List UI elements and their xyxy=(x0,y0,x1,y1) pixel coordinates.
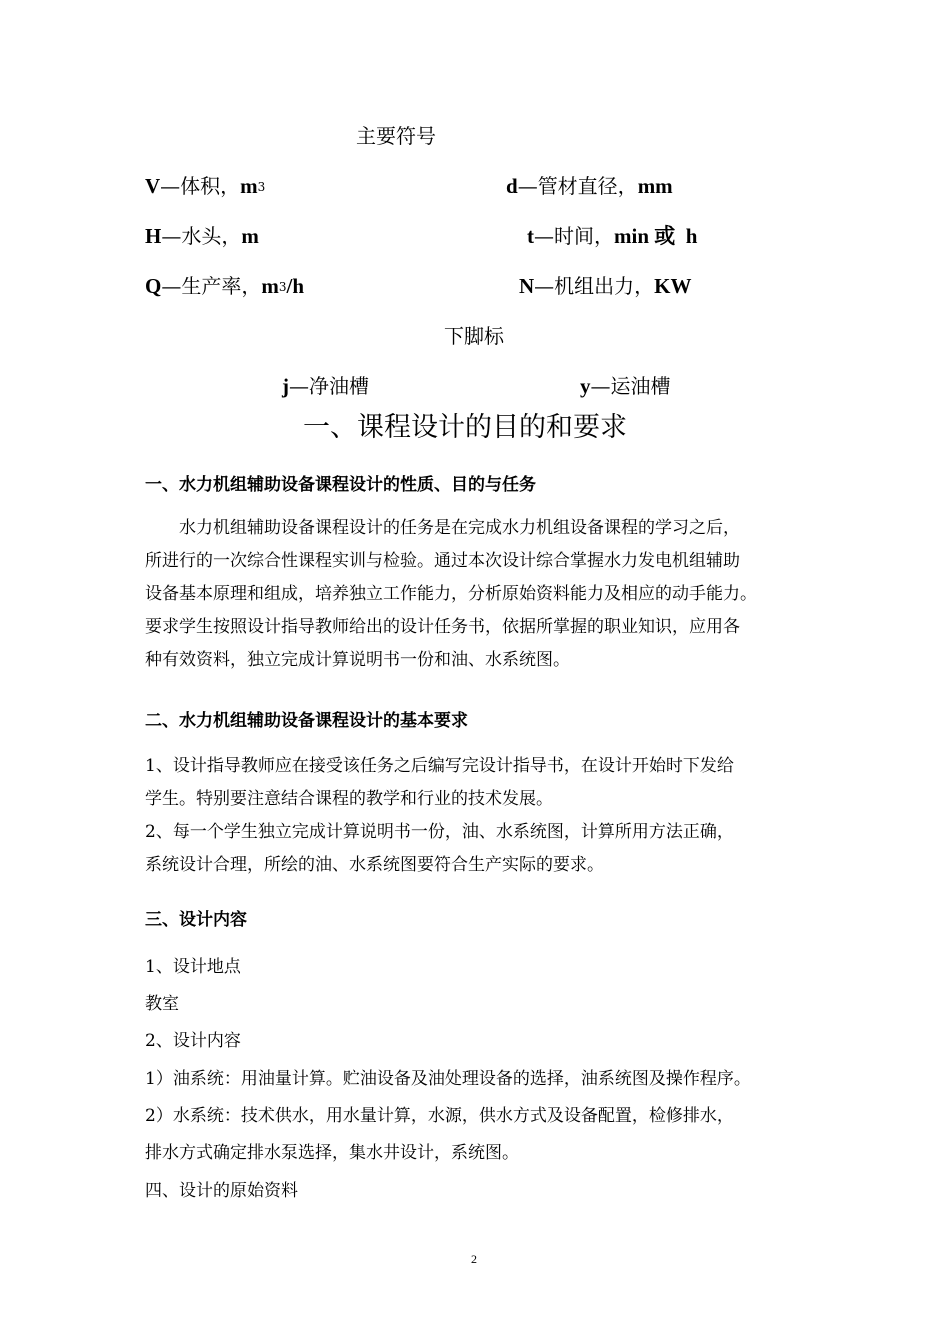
symbol-letter: Q xyxy=(145,274,162,298)
design-location-label: 1、设计地点 xyxy=(145,957,241,977)
oil-system-line: 1）油系统：用油量计算。贮油设备及油处理设备的选择，油系统图及操作程序。 xyxy=(145,1069,751,1089)
symbol-unit: min xyxy=(614,224,650,248)
paragraph-line: 设备基本原理和组成，培养独立工作能力，分析原始资料能力及相应的动手能力。 xyxy=(145,584,757,604)
design-content-label: 2、设计内容 xyxy=(145,1031,241,1051)
symbol-letter: t xyxy=(527,224,534,248)
symbol-letter: V xyxy=(145,174,161,198)
symbol-desc: —生产率， xyxy=(161,274,262,298)
symbol-unit: m xyxy=(241,224,259,248)
paragraph-line: 系统设计合理，所绘的油、水系统图要符合生产实际的要求。 xyxy=(145,855,604,875)
symbol-unit: m xyxy=(261,274,279,298)
paragraph-line: 种有效资料，独立完成计算说明书一份和油、水系统图。 xyxy=(145,650,570,670)
symbol-head xyxy=(145,222,259,250)
symbol-unit-extra: 或 h xyxy=(649,224,698,248)
subscript-letter: y xyxy=(580,374,591,398)
symbol-desc: —机组出力， xyxy=(534,274,655,298)
symbol-diameter xyxy=(506,172,673,200)
symbol-volume xyxy=(145,172,265,201)
symbol-time xyxy=(527,222,697,250)
water-system-line-cont: 排水方式确定排水泵选择，集水井设计，系统图。 xyxy=(145,1143,519,1163)
symbol-desc: —管材直径， xyxy=(517,174,638,198)
symbols-title: 主要符号 xyxy=(356,124,436,148)
symbol-unit: m xyxy=(240,174,258,198)
paragraph-line: 要求学生按照设计指导教师给出的设计任务书，依据所掌握的职业知识，应用各 xyxy=(145,617,740,637)
paragraph-line: 学生。特别要注意结合课程的教学和行业的技术发展。 xyxy=(145,789,553,809)
symbol-letter: d xyxy=(506,174,518,198)
subscript-letter: j xyxy=(282,374,289,398)
subscript-desc: —净油槽 xyxy=(289,374,369,398)
symbol-desc: —水头， xyxy=(161,224,242,248)
chapter-title: 一、课程设计的目的和要求 xyxy=(303,412,627,443)
symbol-letter: N xyxy=(519,274,535,298)
subscript-clean-oil-tank xyxy=(282,372,369,400)
symbol-unit-extra: /h xyxy=(286,274,304,298)
paragraph-line: 所进行的一次综合性课程实训与检验。通过本次设计综合掌握水力发电机组辅助 xyxy=(145,551,740,571)
original-data-heading: 四、设计的原始资料 xyxy=(145,1181,298,1201)
subscript-transport-oil-tank xyxy=(580,372,671,400)
symbol-unit: KW xyxy=(654,274,692,298)
page-number: 2 xyxy=(471,1252,477,1266)
paragraph-line: 水力机组辅助设备课程设计的任务是在完成水力机组设备课程的学习之后， xyxy=(179,518,740,538)
symbol-unit-sup: 3 xyxy=(278,280,287,294)
symbol-unit-sup: 3 xyxy=(257,180,266,194)
symbol-output xyxy=(519,272,692,300)
section1-heading: 一、水力机组辅助设备课程设计的性质、目的与任务 xyxy=(145,475,536,495)
paragraph-line: 1、设计指导教师应在接受该任务之后编写完设计指导书，在设计开始时下发给 xyxy=(145,756,734,776)
symbol-desc: —时间， xyxy=(534,224,614,248)
symbol-unit: mm xyxy=(637,174,673,198)
section3-heading: 三、设计内容 xyxy=(145,910,247,930)
symbol-letter: H xyxy=(145,224,162,248)
water-system-line: 2）水系统：技术供水，用水量计算，水源，供水方式及设备配置，检修排水， xyxy=(145,1106,734,1126)
symbol-productivity xyxy=(145,272,304,301)
section2-body xyxy=(145,750,815,882)
subscript-title: 下脚标 xyxy=(444,324,504,348)
symbol-desc: —体积， xyxy=(160,174,241,198)
paragraph-line: 2、每一个学生独立完成计算说明书一份，油、水系统图，计算所用方法正确， xyxy=(145,822,734,842)
section1-body xyxy=(145,512,815,677)
design-location-value: 教室 xyxy=(145,994,179,1014)
section2-heading: 二、水力机组辅助设备课程设计的基本要求 xyxy=(145,711,468,731)
subscript-desc: —运油槽 xyxy=(590,374,671,398)
